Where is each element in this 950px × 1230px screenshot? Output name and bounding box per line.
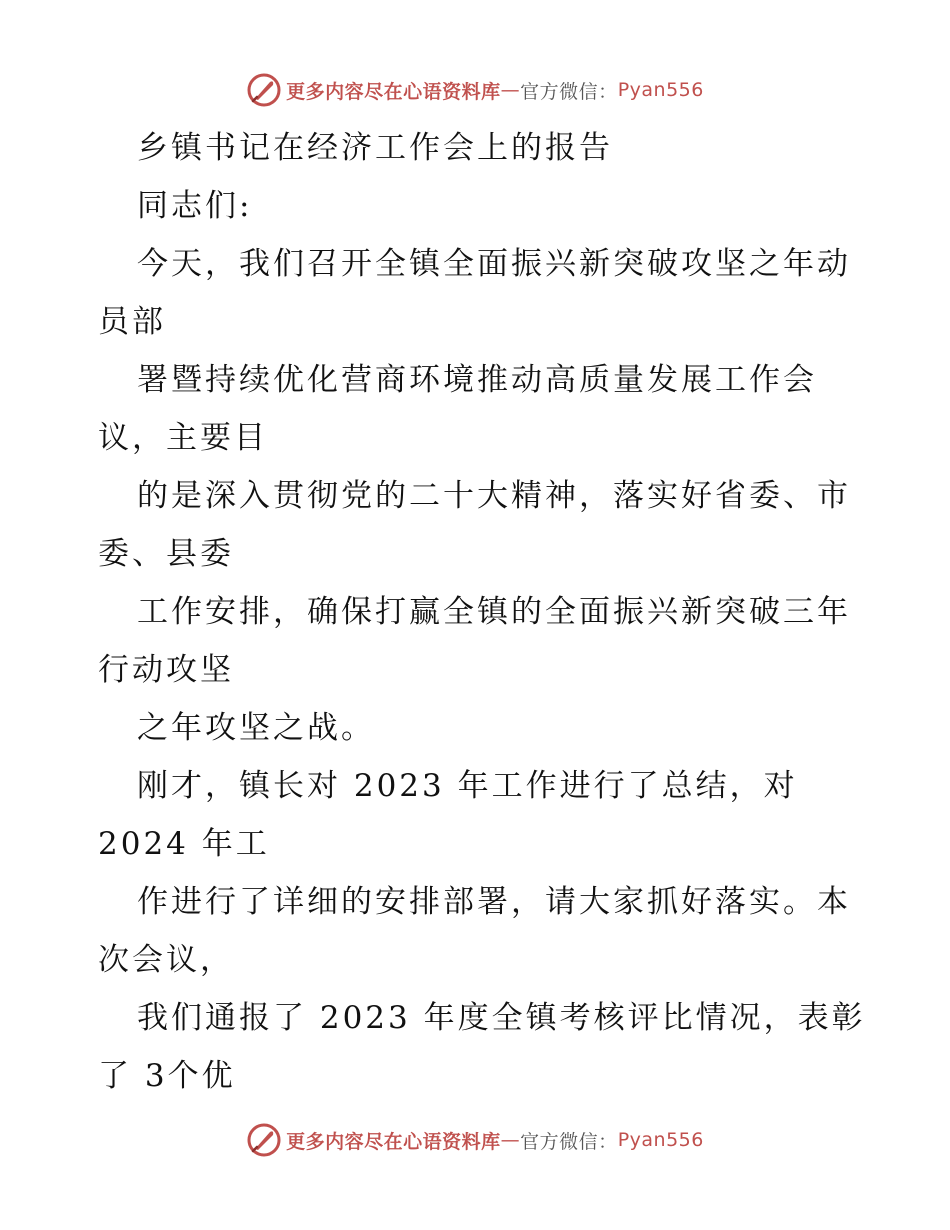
document-title: 乡镇书记在经济工作会上的报告 bbox=[137, 130, 613, 166]
paragraph-line: 员部 bbox=[98, 304, 166, 340]
watermark-footer bbox=[0, 1120, 950, 1160]
watermark-dash: — bbox=[500, 79, 521, 101]
quill-pen-icon bbox=[246, 1122, 282, 1158]
salutation: 同志们: bbox=[137, 188, 253, 224]
paragraph-line: 2024 年工 bbox=[98, 826, 270, 862]
paragraph-line: 了 3个优 bbox=[98, 1058, 236, 1094]
paragraph-line: 今天，我们召开全镇全面振兴新突破攻坚之年动 bbox=[137, 246, 851, 282]
paragraph-line: 委、县委 bbox=[98, 536, 234, 572]
paragraph-line: 作进行了详细的安排部署，请大家抓好落实。本 bbox=[137, 884, 851, 920]
paragraph-line: 之年攻坚之战。 bbox=[137, 710, 375, 746]
watermark-site-name: 更多内容尽在心语资料库 bbox=[286, 80, 501, 103]
watermark-site-name: 更多内容尽在心语资料库 bbox=[286, 1130, 501, 1153]
watermark-header bbox=[0, 70, 950, 110]
paragraph-line: 我们通报了 2023 年度全镇考核评比情况，表彰 bbox=[137, 1000, 866, 1036]
paragraph-line: 刚才，镇长对 2023 年工作进行了总结，对 bbox=[137, 768, 798, 804]
paragraph-line: 的是深入贯彻党的二十大精神，落实好省委、市 bbox=[137, 478, 851, 514]
quill-pen-icon bbox=[246, 72, 282, 108]
watermark-wechat-label: 官方微信： bbox=[520, 1130, 618, 1153]
watermark-dash: — bbox=[500, 1129, 521, 1151]
watermark-wechat-id: Pyan556 bbox=[617, 79, 704, 101]
paragraph-line: 署暨持续优化营商环境推动高质量发展工作会 bbox=[137, 362, 817, 398]
watermark-wechat-id: Pyan556 bbox=[617, 1129, 704, 1151]
paragraph-line: 议，主要目 bbox=[98, 420, 268, 456]
paragraph-line: 工作安排，确保打赢全镇的全面振兴新突破三年 bbox=[137, 594, 851, 630]
paragraph-line: 次会议， bbox=[98, 942, 234, 978]
watermark-wechat-label: 官方微信： bbox=[520, 80, 618, 103]
paragraph-line: 行动攻坚 bbox=[98, 652, 234, 688]
